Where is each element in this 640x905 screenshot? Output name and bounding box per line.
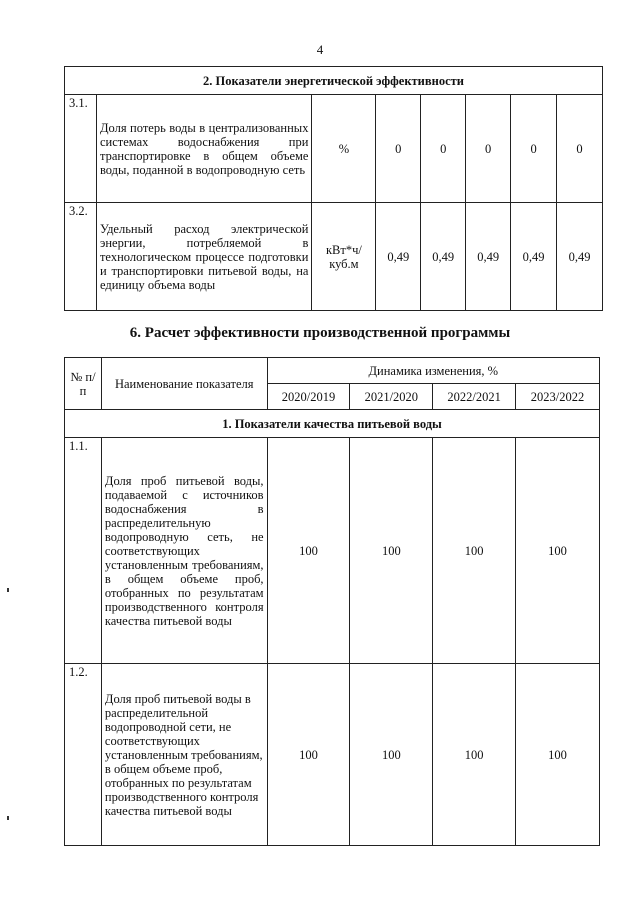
value-cell: 100 <box>516 438 600 664</box>
value-cell: 100 <box>433 438 516 664</box>
header-number: № п/п <box>65 358 102 410</box>
indicator-name: Доля проб питьевой воды, подаваемой с источников водоснабжения в распределительную водопроводную сеть, не соответствующих установленным требованиям, в общем объеме проб, отобранных по результатам производственного контроля качества питьевой воды <box>101 438 267 664</box>
row-number: 3.1. <box>65 95 97 203</box>
table-row <box>65 438 600 664</box>
header-period: 2022/2021 <box>433 384 516 410</box>
header-period: 2020/2019 <box>267 384 350 410</box>
value-cell: 0,49 <box>421 203 466 311</box>
indicator-name: Удельный расход электрической энергии, потребляемой в технологическом процессе подготовки и транспортировки питьевой воды, на единицу объема воды <box>96 203 311 311</box>
header-dynamics: Динамика изменения, % <box>267 358 599 384</box>
value-cell: 0,49 <box>376 203 421 311</box>
table-row <box>65 664 600 846</box>
table-row <box>65 203 603 311</box>
value-cell: 0 <box>511 95 557 203</box>
row-number: 1.2. <box>65 664 102 846</box>
section-title-energy: 2. Показатели энергетической эффективности <box>65 67 603 95</box>
value-cell: 100 <box>267 438 350 664</box>
value-cell: 0,49 <box>511 203 557 311</box>
section-title-quality: 1. Показатели качества питьевой воды <box>65 410 600 438</box>
value-cell: 0 <box>376 95 421 203</box>
energy-efficiency-table <box>64 66 603 311</box>
value-cell: 0 <box>466 95 511 203</box>
value-cell: 0,49 <box>557 203 603 311</box>
indicator-name: Доля потерь воды в централизованных системах водоснабжения при транспортировке в общем объеме воды, поданной в водопроводную сеть <box>96 95 311 203</box>
value-cell: 0,49 <box>466 203 511 311</box>
scan-mark <box>7 816 9 820</box>
row-number: 3.2. <box>65 203 97 311</box>
value-cell: 100 <box>350 664 433 846</box>
value-cell: 100 <box>267 664 350 846</box>
header-period: 2021/2020 <box>350 384 433 410</box>
value-cell: 100 <box>516 664 600 846</box>
scan-mark <box>7 588 9 592</box>
row-number: 1.1. <box>65 438 102 664</box>
value-cell: 0 <box>421 95 466 203</box>
indicator-name: Доля проб питьевой воды в распределительной водопроводной сети, не соответствующих установленным требованиям, в общем объеме проб, отобранных по результатам производственного контроля качества питьевой воды <box>101 664 267 846</box>
unit-cell: % <box>312 95 376 203</box>
header-period: 2023/2022 <box>516 384 600 410</box>
section-heading: 6. Расчет эффективности производственной программы <box>129 325 511 341</box>
value-cell: 0 <box>557 95 603 203</box>
table-row <box>65 95 603 203</box>
efficiency-calculation-table <box>64 357 600 846</box>
page-number: 4 <box>316 42 324 57</box>
value-cell: 100 <box>350 438 433 664</box>
unit-cell: кВт*ч/ куб.м <box>312 203 376 311</box>
header-name: Наименование показателя <box>101 358 267 410</box>
value-cell: 100 <box>433 664 516 846</box>
